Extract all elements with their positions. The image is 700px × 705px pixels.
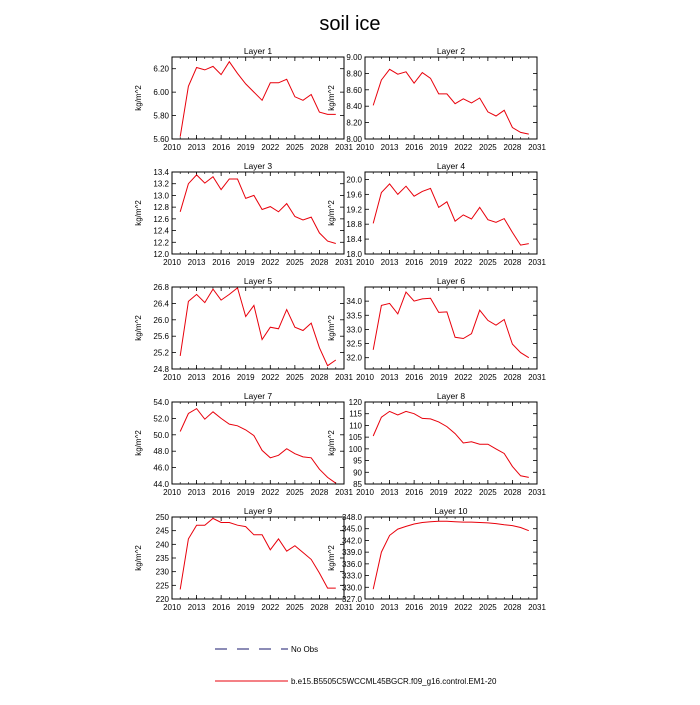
x-tick-label: 2019 bbox=[236, 373, 255, 382]
y-tick-label: 90 bbox=[353, 468, 362, 478]
y-tick-label: 110 bbox=[349, 421, 362, 431]
x-tick-label: 2010 bbox=[356, 488, 374, 497]
x-tick-label: 2025 bbox=[478, 143, 497, 152]
y-tick-label: 18.0 bbox=[346, 250, 362, 259]
series-line-layer-2 bbox=[373, 69, 529, 134]
x-tick-label: 2013 bbox=[187, 143, 206, 152]
y-tick-label: 8.60 bbox=[346, 85, 362, 95]
y-tick-label: 24.8 bbox=[153, 365, 169, 374]
y-tick-label: 33.0 bbox=[346, 325, 362, 335]
x-tick-label: 2028 bbox=[503, 258, 522, 267]
y-tick-label: 44.0 bbox=[153, 480, 169, 489]
series-line-layer-1 bbox=[180, 62, 336, 137]
panel-layer-1 bbox=[134, 46, 353, 152]
y-axis-label: kg/m^2 bbox=[134, 200, 143, 226]
series-line-layer-10 bbox=[373, 521, 529, 589]
x-tick-label: 2025 bbox=[478, 373, 497, 382]
panel-layer-2 bbox=[327, 46, 546, 152]
x-tick-label: 2028 bbox=[503, 488, 522, 497]
y-tick-label: 120 bbox=[348, 398, 362, 407]
series-line-layer-9 bbox=[180, 518, 336, 589]
y-tick-label: 345.0 bbox=[341, 524, 362, 534]
x-tick-label: 2016 bbox=[405, 603, 424, 612]
y-axis-label: kg/m^2 bbox=[327, 430, 336, 456]
y-tick-label: 348.0 bbox=[341, 513, 362, 522]
panel-title: Layer 8 bbox=[436, 391, 466, 401]
y-tick-label: 95 bbox=[353, 456, 362, 466]
x-tick-label: 2010 bbox=[163, 258, 181, 267]
plot-frame bbox=[172, 57, 344, 139]
x-tick-label: 2028 bbox=[310, 603, 329, 612]
x-tick-label: 2031 bbox=[335, 488, 353, 497]
y-tick-label: 25.2 bbox=[153, 348, 169, 358]
y-tick-label: 230 bbox=[155, 567, 169, 577]
series-line-layer-5 bbox=[180, 288, 336, 366]
y-tick-label: 8.20 bbox=[346, 118, 362, 128]
series-line-layer-8 bbox=[373, 411, 529, 477]
y-tick-label: 342.0 bbox=[341, 536, 362, 546]
panel-title: Layer 5 bbox=[243, 276, 273, 286]
panel-layer-10 bbox=[327, 506, 546, 612]
plot-frame bbox=[365, 402, 537, 484]
y-tick-label: 19.2 bbox=[346, 205, 362, 215]
x-tick-label: 2013 bbox=[380, 373, 399, 382]
panel-layer-3 bbox=[134, 161, 353, 267]
y-axis-label: kg/m^2 bbox=[134, 315, 143, 341]
plot-frame bbox=[365, 57, 537, 139]
x-tick-label: 2028 bbox=[310, 373, 329, 382]
x-tick-label: 2031 bbox=[335, 603, 353, 612]
x-tick-label: 2031 bbox=[528, 488, 546, 497]
x-tick-label: 2019 bbox=[429, 258, 448, 267]
plot-frame bbox=[365, 172, 537, 254]
x-tick-label: 2031 bbox=[528, 603, 546, 612]
y-axis-label: kg/m^2 bbox=[327, 200, 336, 226]
y-tick-label: 115 bbox=[349, 409, 362, 419]
x-tick-label: 2025 bbox=[285, 258, 304, 267]
y-tick-label: 18.8 bbox=[346, 220, 362, 230]
x-tick-label: 2019 bbox=[236, 603, 255, 612]
x-tick-label: 2016 bbox=[212, 258, 231, 267]
x-tick-label: 2031 bbox=[335, 258, 353, 267]
x-tick-label: 2010 bbox=[356, 373, 374, 382]
y-axis-label: kg/m^2 bbox=[327, 85, 336, 111]
panel-title: Layer 6 bbox=[436, 276, 466, 286]
y-tick-label: 12.0 bbox=[153, 250, 169, 259]
y-axis-label: kg/m^2 bbox=[327, 315, 336, 341]
x-tick-label: 2010 bbox=[163, 373, 181, 382]
panel-grid bbox=[134, 46, 546, 612]
legend-obs-label: No Obs bbox=[291, 645, 319, 654]
y-tick-label: 220 bbox=[155, 595, 169, 604]
x-tick-label: 2019 bbox=[236, 143, 255, 152]
x-tick-label: 2010 bbox=[356, 603, 374, 612]
y-tick-label: 12.6 bbox=[153, 214, 169, 224]
plot-frame bbox=[172, 517, 344, 599]
x-tick-label: 2016 bbox=[405, 488, 424, 497]
panel-title: Layer 1 bbox=[243, 46, 273, 56]
y-tick-label: 48.0 bbox=[153, 447, 169, 457]
x-tick-label: 2019 bbox=[429, 488, 448, 497]
panel-layer-7 bbox=[134, 391, 353, 497]
x-tick-label: 2022 bbox=[261, 258, 280, 267]
x-tick-label: 2028 bbox=[310, 143, 329, 152]
x-tick-label: 2016 bbox=[405, 258, 424, 267]
y-tick-label: 250 bbox=[155, 513, 169, 522]
x-tick-label: 2013 bbox=[380, 258, 399, 267]
y-tick-label: 13.2 bbox=[153, 179, 169, 189]
x-tick-label: 2028 bbox=[310, 258, 329, 267]
panel-title: Layer 4 bbox=[436, 161, 466, 171]
x-tick-label: 2025 bbox=[285, 488, 304, 497]
x-tick-label: 2019 bbox=[236, 258, 255, 267]
series-line-layer-3 bbox=[180, 175, 336, 244]
y-tick-label: 6.20 bbox=[153, 64, 169, 74]
x-tick-label: 2022 bbox=[261, 488, 280, 497]
x-tick-label: 2016 bbox=[405, 373, 424, 382]
x-tick-label: 2019 bbox=[429, 603, 448, 612]
y-tick-label: 6.00 bbox=[153, 88, 169, 98]
x-tick-label: 2031 bbox=[335, 373, 353, 382]
x-tick-label: 2025 bbox=[478, 603, 497, 612]
panel-title: Layer 10 bbox=[434, 506, 468, 516]
panel-layer-6 bbox=[327, 276, 546, 382]
y-tick-label: 5.80 bbox=[153, 111, 169, 121]
x-tick-label: 2019 bbox=[429, 373, 448, 382]
series-line-layer-6 bbox=[373, 292, 529, 358]
x-tick-label: 2031 bbox=[528, 258, 546, 267]
y-tick-label: 8.40 bbox=[346, 102, 362, 112]
y-tick-label: 85 bbox=[353, 480, 362, 489]
y-tick-label: 13.4 bbox=[153, 168, 169, 177]
y-tick-label: 46.0 bbox=[153, 463, 169, 473]
panel-layer-9 bbox=[134, 506, 353, 612]
x-tick-label: 2022 bbox=[454, 603, 473, 612]
y-tick-label: 327.0 bbox=[341, 595, 362, 604]
x-tick-label: 2016 bbox=[212, 143, 231, 152]
x-tick-label: 2028 bbox=[503, 603, 522, 612]
x-tick-label: 2010 bbox=[163, 488, 181, 497]
chart-title: soil ice bbox=[319, 13, 381, 35]
x-tick-label: 2022 bbox=[261, 603, 280, 612]
series-line-layer-7 bbox=[180, 409, 336, 484]
x-tick-label: 2016 bbox=[212, 488, 231, 497]
x-tick-label: 2010 bbox=[163, 603, 181, 612]
y-tick-label: 54.0 bbox=[153, 398, 169, 407]
x-tick-label: 2019 bbox=[236, 488, 255, 497]
y-tick-label: 32.0 bbox=[346, 353, 362, 363]
panel-title: Layer 9 bbox=[243, 506, 273, 516]
y-tick-label: 25.6 bbox=[153, 332, 169, 342]
y-tick-label: 8.00 bbox=[346, 135, 362, 144]
y-tick-label: 52.0 bbox=[153, 414, 169, 424]
y-axis-label: kg/m^2 bbox=[134, 430, 143, 456]
x-tick-label: 2016 bbox=[212, 373, 231, 382]
panel-title: Layer 7 bbox=[243, 391, 273, 401]
x-tick-label: 2010 bbox=[356, 258, 374, 267]
x-tick-label: 2025 bbox=[285, 143, 304, 152]
x-tick-label: 2022 bbox=[261, 143, 280, 152]
y-tick-label: 19.6 bbox=[346, 190, 362, 200]
x-tick-label: 2013 bbox=[187, 488, 206, 497]
x-tick-label: 2025 bbox=[285, 373, 304, 382]
legend-model-label: b.e15.B5505C5WCCML45BGCR.f09_g16.control.EM1-20 bbox=[291, 677, 497, 686]
plot-frame bbox=[365, 517, 537, 599]
y-axis-label: kg/m^2 bbox=[134, 85, 143, 111]
x-tick-label: 2031 bbox=[528, 143, 546, 152]
panel-title: Layer 2 bbox=[436, 46, 466, 56]
x-tick-label: 2022 bbox=[454, 143, 473, 152]
x-tick-label: 2028 bbox=[503, 143, 522, 152]
x-tick-label: 2028 bbox=[310, 488, 329, 497]
series-line-layer-4 bbox=[373, 184, 529, 245]
x-tick-label: 2025 bbox=[478, 258, 497, 267]
y-tick-label: 339.0 bbox=[341, 548, 362, 558]
x-tick-label: 2022 bbox=[261, 373, 280, 382]
x-tick-label: 2022 bbox=[454, 488, 473, 497]
y-tick-label: 32.5 bbox=[346, 339, 362, 349]
y-tick-label: 34.0 bbox=[346, 297, 362, 307]
x-tick-label: 2019 bbox=[429, 143, 448, 152]
plot-frame bbox=[172, 287, 344, 369]
x-tick-label: 2013 bbox=[380, 143, 399, 152]
legend bbox=[215, 645, 497, 686]
y-tick-label: 8.80 bbox=[346, 69, 362, 79]
y-tick-label: 333.0 bbox=[341, 571, 362, 581]
y-tick-label: 50.0 bbox=[153, 430, 169, 440]
x-tick-label: 2016 bbox=[212, 603, 231, 612]
x-tick-label: 2028 bbox=[503, 373, 522, 382]
y-axis-label: kg/m^2 bbox=[327, 545, 336, 571]
y-axis-label: kg/m^2 bbox=[134, 545, 143, 571]
y-tick-label: 100 bbox=[348, 444, 362, 454]
x-tick-label: 2013 bbox=[380, 603, 399, 612]
x-tick-label: 2013 bbox=[187, 258, 206, 267]
x-tick-label: 2031 bbox=[335, 143, 353, 152]
x-tick-label: 2022 bbox=[454, 258, 473, 267]
y-tick-label: 12.8 bbox=[153, 203, 169, 213]
y-tick-label: 336.0 bbox=[341, 559, 362, 569]
x-tick-label: 2016 bbox=[405, 143, 424, 152]
y-tick-label: 13.0 bbox=[153, 191, 169, 201]
y-tick-label: 20.0 bbox=[346, 175, 362, 185]
y-tick-label: 240 bbox=[155, 540, 169, 550]
y-tick-label: 26.4 bbox=[153, 299, 169, 309]
x-tick-label: 2013 bbox=[187, 603, 206, 612]
x-tick-label: 2025 bbox=[478, 488, 497, 497]
y-tick-label: 26.0 bbox=[153, 315, 169, 325]
y-tick-label: 245 bbox=[155, 526, 169, 536]
x-tick-label: 2010 bbox=[163, 143, 181, 152]
y-tick-label: 12.4 bbox=[153, 226, 169, 236]
x-tick-label: 2025 bbox=[285, 603, 304, 612]
y-tick-label: 330.0 bbox=[341, 583, 362, 593]
y-tick-label: 225 bbox=[155, 581, 169, 591]
y-tick-label: 5.60 bbox=[153, 135, 169, 144]
y-tick-label: 105 bbox=[348, 433, 362, 443]
panel-layer-5 bbox=[134, 276, 353, 382]
panel-title: Layer 3 bbox=[243, 161, 273, 171]
x-tick-label: 2013 bbox=[380, 488, 399, 497]
y-tick-label: 33.5 bbox=[346, 311, 362, 321]
y-tick-label: 235 bbox=[155, 554, 169, 563]
plot-frame bbox=[365, 287, 537, 369]
plot-frame bbox=[172, 172, 344, 254]
x-tick-label: 2022 bbox=[454, 373, 473, 382]
y-tick-label: 26.8 bbox=[153, 283, 169, 292]
x-tick-label: 2013 bbox=[187, 373, 206, 382]
y-tick-label: 18.4 bbox=[346, 235, 362, 245]
panel-layer-4 bbox=[327, 161, 546, 267]
panel-layer-8 bbox=[327, 391, 546, 497]
x-tick-label: 2031 bbox=[528, 373, 546, 382]
x-tick-label: 2010 bbox=[356, 143, 374, 152]
y-tick-label: 9.00 bbox=[346, 53, 362, 62]
y-tick-label: 12.2 bbox=[153, 238, 169, 248]
